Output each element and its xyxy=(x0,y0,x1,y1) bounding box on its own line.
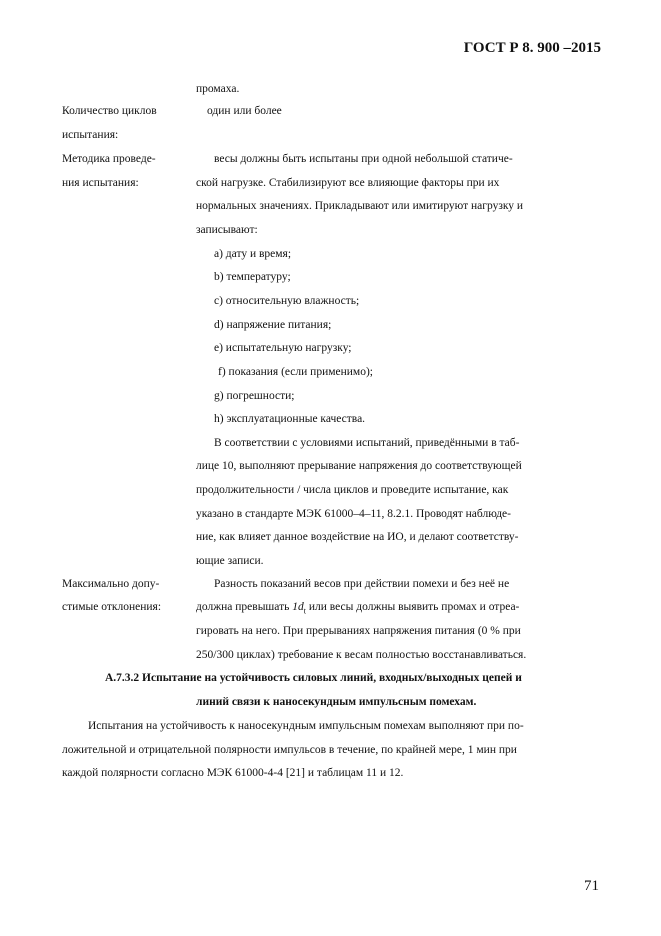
list-item: g) погрешности; xyxy=(214,390,295,402)
list-item: h) эксплуатационные качества. xyxy=(214,413,366,425)
method-text: записывают: xyxy=(196,224,258,236)
section-heading: А.7.3.2 Испытание на устойчивость силовых линий, входных/выходных цепей и xyxy=(105,672,522,684)
method-text: В соответствии с условиями испытаний, приведёнными в таб- xyxy=(214,437,520,449)
list-item: e) испытательную нагрузку; xyxy=(214,342,352,354)
text-line: промаха. xyxy=(196,83,240,95)
symbol: 1d xyxy=(292,601,304,613)
list-item: d) напряжение питания; xyxy=(214,319,332,331)
list-item: c) относительную влажность; xyxy=(214,295,360,307)
cycles-label: Количество циклов xyxy=(62,105,157,117)
method-text: ющие записи. xyxy=(196,555,264,567)
method-text: ской нагрузке. Стабилизируют все влияющие факторы при их xyxy=(196,177,500,189)
method-text: лице 10, выполняют прерывание напряжения до соответствующей xyxy=(196,460,522,472)
method-text: весы должны быть испытаны при одной небольшой статиче- xyxy=(214,153,513,165)
method-text: нормальных значениях. Прикладывают или имитируют нагрузку и xyxy=(196,200,524,212)
list-item: f) показания (если применимо); xyxy=(218,366,373,378)
method-text: ние, как влияет данное воздействие на ИО, и делают соответству- xyxy=(196,531,519,543)
document-header: ГОСТ Р 8. 900 –2015 xyxy=(463,40,601,56)
list-item: b) температуру; xyxy=(214,271,291,283)
symbol-subscript: t xyxy=(303,606,306,616)
body-text: ложительной и отрицательной полярности импульсов в течение, по крайней мере, 1 мин при xyxy=(62,744,517,756)
body-text: Испытания на устойчивость к наносекундным импульсным помехам выполняют при по- xyxy=(88,720,524,732)
section-heading: линий связи к наносекундным импульсным помехам. xyxy=(196,696,477,708)
body-text: каждой полярности согласно МЭК 61000-4-4 [21] и таблицам 11 и 12. xyxy=(62,767,404,779)
method-label: ния испытания: xyxy=(62,177,139,189)
text-fragment: или весы должны выявить промах и отреа- xyxy=(305,601,520,613)
cycles-label: испытания: xyxy=(62,129,119,141)
method-label: Методика проведе- xyxy=(62,153,156,165)
maxdev-label: стимые отклонения: xyxy=(62,601,162,613)
text-fragment: должна превышать xyxy=(196,601,293,613)
maxdev-text: 250/300 циклах) требование к весам полностью восстанавливаться. xyxy=(196,649,527,661)
method-text: указано в стандарте МЭК 61000–4–11, 8.2.1. Проводят наблюде- xyxy=(196,508,511,520)
list-item: a) дату и время; xyxy=(214,248,292,260)
maxdev-text xyxy=(196,600,519,618)
maxdev-text: гировать на него. При прерываниях напряжения питания (0 % при xyxy=(196,625,521,637)
method-text: продолжительности / числа циклов и проведите испытание, как xyxy=(196,484,509,496)
maxdev-label: Максимально допу- xyxy=(62,578,160,590)
cycles-value: один или более xyxy=(207,105,282,117)
maxdev-text: Разность показаний весов при действии помехи и без неё не xyxy=(214,578,510,590)
page-number: 71 xyxy=(584,878,599,894)
